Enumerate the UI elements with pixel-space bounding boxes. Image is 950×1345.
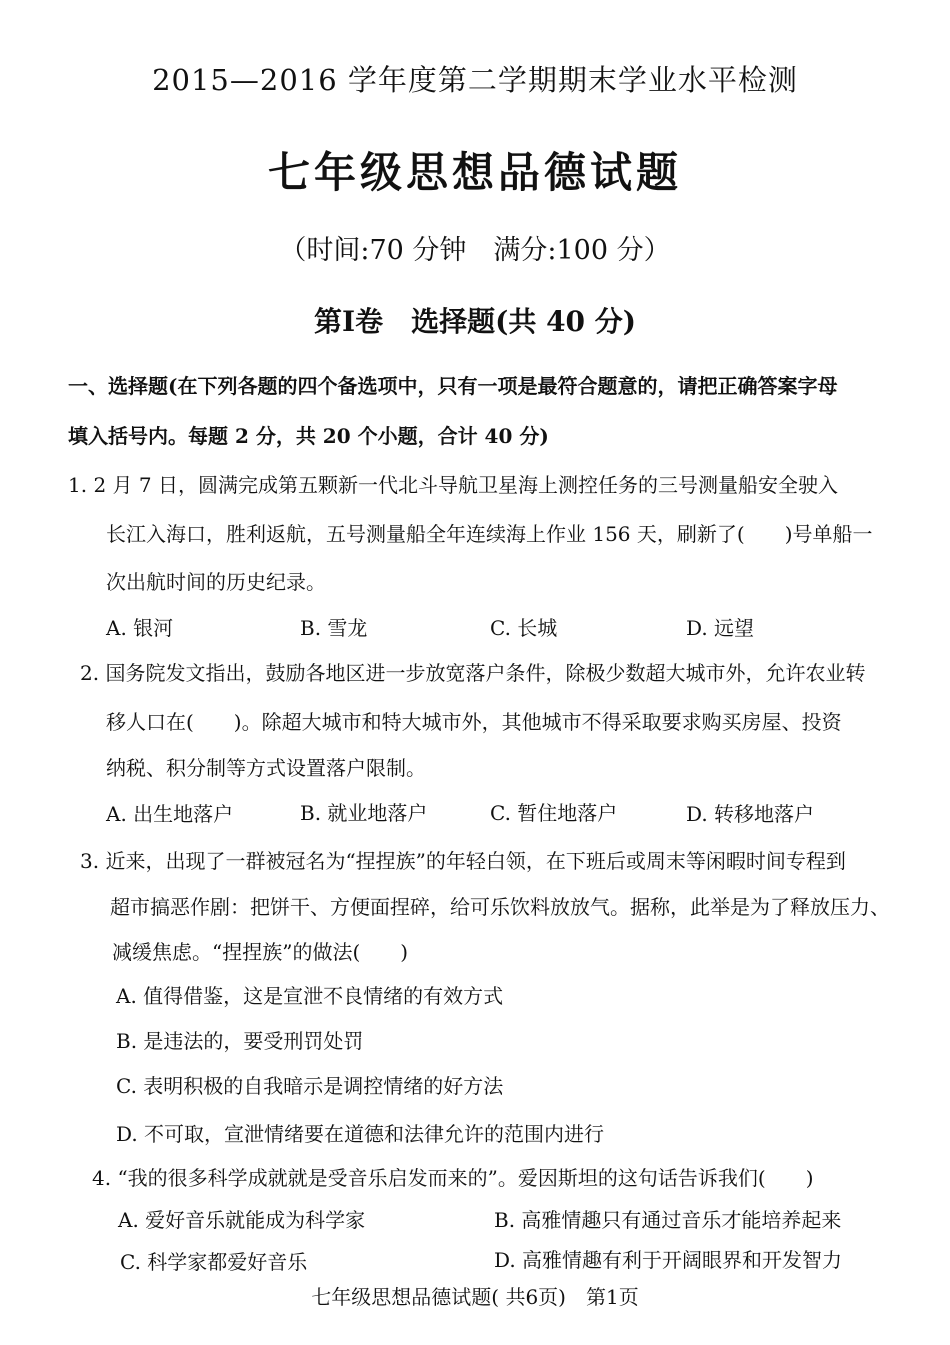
question-1-line-2: 长江入海口，胜利返航，五号测量船全年连续海上作业 156 天，刷新了( )号单船一 [106,522,873,546]
question-1-option-a: A. 银河 [106,616,174,640]
question-3-line-2: 超市搞恶作剧：把饼干、方便面捏碎，给可乐饮料放放气。据称，此举是为了释放压力、 [110,895,890,919]
question-1-line-1: 1. 2 月 7 日，圆满完成第五颗新一代北斗导航卫星海上测控任务的三号测量船安全驶入 [68,473,838,497]
question-2-option-b: B. 就业地落户 [300,801,428,825]
page-footer: 七年级思想品德试题( 共6页) 第1页 [311,1285,639,1309]
question-4-option-c: C. 科学家都爱好音乐 [120,1250,308,1274]
question-3-line-1: 3. 近来，出现了一群被冠名为“捏捏族”的年轻白领，在下班后或周末等闲暇时间专程到 [80,849,846,873]
question-4-option-d: D. 高雅情趣有利于开阔眼界和开发智力 [494,1248,843,1272]
question-2-line-2: 移人口在( )。除超大城市和特大城市外，其他城市不得采取要求购买房屋、投资 [106,710,842,734]
question-4-option-a: A. 爱好音乐就能成为科学家 [118,1208,366,1232]
exam-header: 2015—2016 学年度第二学期期末学业水平检测 [152,63,798,97]
question-1-option-b: B. 雪龙 [300,616,368,640]
section-title: 第Ⅰ卷 选择题(共 40 分) [313,305,637,338]
question-2-line-1: 2. 国务院发文指出，鼓励各地区进一步放宽落户条件，除极少数超大城市外，允许农业转 [80,661,866,685]
question-2-line-3: 纳税、积分制等方式设置落户限制。 [106,756,426,780]
question-3-line-3: 减缓焦虑。“捏捏族”的做法( ) [112,940,409,964]
question-1-option-d: D. 远望 [686,616,755,640]
question-3-option-b: B. 是违法的，要受刑罚处罚 [116,1029,364,1053]
exam-time-score: （时间:70 分钟 满分:100 分） [279,235,671,266]
question-4-option-b: B. 高雅情趣只有通过音乐才能培养起来 [494,1208,842,1232]
page-title: 七年级思想品德试题 [267,148,682,197]
question-2-option-a: A. 出生地落户 [106,802,234,826]
question-3-option-c: C. 表明积极的自我暗示是调控情绪的好方法 [116,1074,504,1098]
question-3-option-a: A. 值得借鉴，这是宣泄不良情绪的有效方式 [116,984,504,1008]
question-1-line-3: 次出航时间的历史纪录。 [106,570,326,594]
question-4-line-1: 4. “我的很多科学成就就是受音乐启发而来的”。爱因斯坦的这句话告诉我们( ) [92,1166,814,1190]
question-2-option-d: D. 转移地落户 [686,802,815,826]
question-1-option-c: C. 长城 [490,616,558,640]
question-3-option-d: D. 不可取，宣泄情绪要在道德和法律允许的范围内进行 [116,1122,605,1146]
question-2-option-c: C. 暂住地落户 [490,801,618,825]
instructions-line-1: 一、选择题(在下列各题的四个备选项中，只有一项是最符合题意的，请把正确答案字母 [68,374,838,398]
instructions-line-2: 填入括号内。每题 2 分，共 20 个小题，合计 40 分) [68,424,549,448]
